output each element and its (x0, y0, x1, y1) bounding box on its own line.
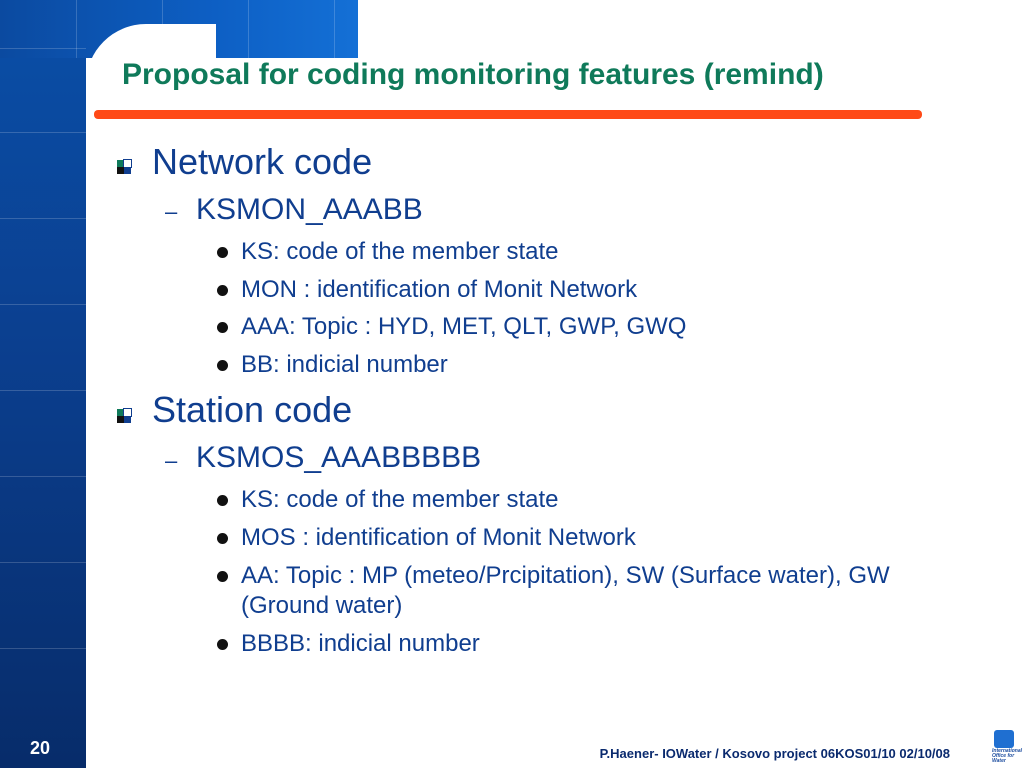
footer-credit: P.Haener- IOWater / Kosovo project 06KOS01/10 02/10/08 (599, 746, 950, 761)
frame-grid-line (0, 476, 86, 477)
list-item: KS: code of the member state (241, 238, 559, 265)
slide-title: Proposal for coding monitoring features (remind) (122, 58, 824, 91)
iowater-logo (992, 730, 1023, 764)
left-frame-band (0, 0, 86, 768)
frame-grid-line (0, 218, 86, 219)
frame-grid-line (0, 304, 86, 305)
list-item: AAA: Topic : HYD, MET, QLT, GWP, GWQ (241, 313, 687, 340)
square-bullet-icon (117, 409, 131, 423)
list-item: BB: indicial number (241, 351, 448, 378)
dash-bullet-icon: – (165, 448, 178, 473)
round-bullet-icon (217, 285, 228, 296)
list-item: MOS : identification of Monit Network (241, 524, 636, 551)
round-bullet-icon (217, 495, 228, 506)
round-bullet-icon (217, 571, 228, 582)
frame-grid-line (76, 0, 77, 58)
round-bullet-icon (217, 639, 228, 650)
frame-grid-line (0, 132, 86, 133)
frame-grid-line (0, 648, 86, 649)
logo-mark-icon (994, 730, 1014, 748)
list-item: AA: Topic : MP (meteo/Prcipitation), SW (Surface water), GW (Ground water) (241, 562, 890, 619)
frame-grid-line (248, 0, 249, 58)
frame-grid-line (334, 0, 335, 58)
title-underline (94, 110, 922, 119)
round-bullet-icon (217, 533, 228, 544)
list-item: BBBB: indicial number (241, 630, 480, 657)
frame-grid-line (0, 562, 86, 563)
frame-grid-line (0, 48, 86, 49)
code-pattern: KSMOS_AAABBBBB (196, 441, 482, 474)
round-bullet-icon (217, 322, 228, 333)
round-bullet-icon (217, 247, 228, 258)
code-pattern: KSMON_AAABB (196, 193, 423, 226)
logo-text: International Office for Water (992, 748, 1023, 764)
slide-number: 20 (30, 738, 51, 758)
section-heading: Network code (152, 141, 373, 182)
round-bullet-icon (217, 360, 228, 371)
section-heading: Station code (152, 389, 353, 430)
frame-grid-line (162, 0, 163, 58)
frame-grid-line (0, 390, 86, 391)
list-item: MON : identification of Monit Network (241, 276, 638, 303)
list-item: KS: code of the member state (241, 486, 559, 513)
square-bullet-icon (117, 160, 131, 174)
dash-bullet-icon: – (165, 199, 178, 224)
